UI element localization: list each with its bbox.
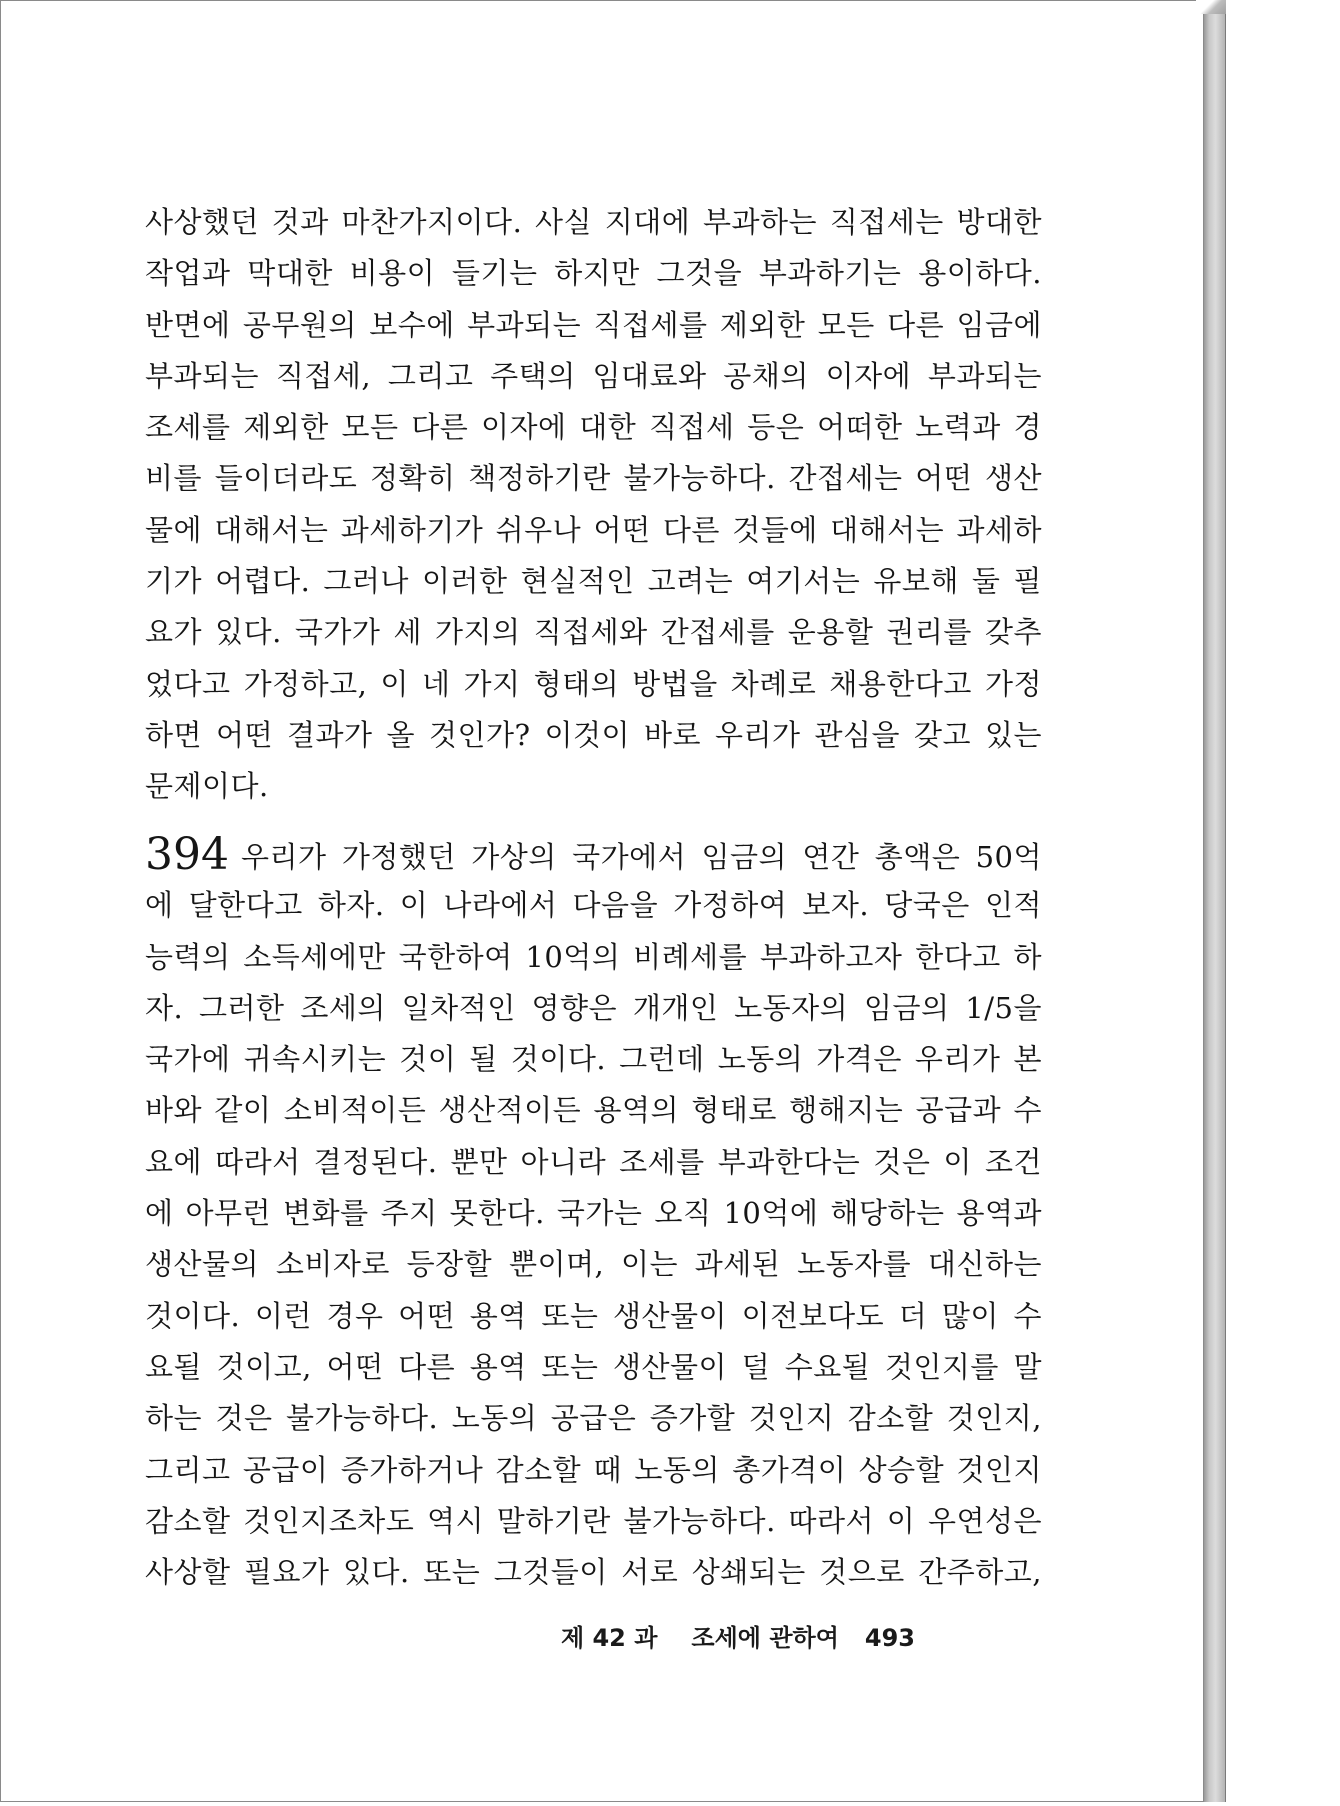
text-line: 반면에 공무원의 보수에 부과되는 직접세를 제외한 모든 다른 임금에 bbox=[145, 307, 1042, 342]
page-number: 493 bbox=[864, 1624, 915, 1652]
footer-title: 조세에 관하여 bbox=[691, 1624, 839, 1652]
page-corner-fold bbox=[1196, 0, 1226, 14]
text-line: 사상했던 것과 마찬가지이다. 사실 지대에 부과하는 직접세는 방대한 bbox=[145, 205, 1042, 239]
text-line: 비를 들이더라도 정확히 책정하기란 불가능하다. 간접세는 어떤 생산 bbox=[145, 461, 1042, 496]
text-line: 능력의 소득세에만 국한하여 10억의 비례세를 부과하고자 한다고 하 bbox=[145, 939, 1042, 974]
page-edge-shadow bbox=[1204, 6, 1226, 1802]
text-line: 하는 것은 불가능하다. 노동의 공급은 증가할 것인지 감소할 것인지, bbox=[145, 1401, 1042, 1436]
paragraph-394 bbox=[145, 829, 1042, 1598]
text-line bbox=[145, 829, 1042, 880]
text-line: 작업과 막대한 비용이 들기는 하지만 그것을 부과하기는 용이하다. bbox=[145, 256, 1042, 291]
text-line: 물에 대해서는 과세하기가 쉬우나 어떤 다른 것들에 대해서는 과세하 bbox=[145, 512, 1042, 547]
text-line: 기가 어렵다. 그러나 이러한 현실적인 고려는 여기서는 유보해 둘 필 bbox=[145, 564, 1042, 599]
text-line: 부과되는 직접세, 그리고 주택의 임대료와 공채의 이자에 부과되는 bbox=[145, 358, 1042, 393]
text-line: 요에 따라서 결정된다. 뿐만 아니라 조세를 부과한다는 것은 이 조건 bbox=[145, 1144, 1042, 1179]
text-line: 자. 그러한 조세의 일차적인 영향은 개개인 노동자의 임금의 1/5을 bbox=[145, 990, 1042, 1025]
footer-chapter: 제 42 과 bbox=[560, 1624, 658, 1652]
text-line: 사상할 필요가 있다. 또는 그것들이 서로 상쇄되는 것으로 간주하고, bbox=[145, 1555, 1042, 1590]
paragraph-continuation bbox=[145, 197, 1042, 813]
running-footer bbox=[561, 1622, 915, 1654]
text-line: 문제이다. bbox=[145, 769, 269, 804]
text-line: 에 달한다고 하자. 이 나라에서 다음을 가정하여 보자. 당국은 인적 bbox=[145, 888, 1042, 923]
text-line: 요가 있다. 국가가 세 가지의 직접세와 간접세를 운용할 권리를 갖추 bbox=[145, 615, 1042, 650]
text-line: 요될 것이고, 어떤 다른 용역 또는 생산물이 덜 수요될 것인지를 말 bbox=[145, 1349, 1042, 1384]
text-line: 그리고 공급이 증가하거나 감소할 때 노동의 총가격이 상승할 것인지 bbox=[145, 1452, 1042, 1487]
text-line-content: 우리가 가정했던 가상의 국가에서 임금의 연간 총액은 50억 bbox=[240, 840, 1042, 874]
text-line: 감소할 것인지조차도 역시 말하기란 불가능하다. 따라서 이 우연성은 bbox=[145, 1503, 1042, 1538]
text-line: 생산물의 소비자로 등장할 뿐이며, 이는 과세된 노동자를 대신하는 bbox=[145, 1247, 1042, 1282]
text-line: 바와 같이 소비적이든 생산적이든 용역의 형태로 행해지는 공급과 수 bbox=[145, 1093, 1042, 1128]
text-line: 었다고 가정하고, 이 네 가지 형태의 방법을 차례로 채용한다고 가정 bbox=[145, 666, 1042, 701]
text-line: 조세를 제외한 모든 다른 이자에 대한 직접세 등은 어떠한 노력과 경 bbox=[145, 410, 1042, 445]
text-line: 국가에 귀속시키는 것이 될 것이다. 그런데 노동의 가격은 우리가 본 bbox=[145, 1042, 1042, 1077]
text-line: 에 아무런 변화를 주지 못한다. 국가는 오직 10억에 해당하는 용역과 bbox=[145, 1196, 1042, 1231]
paragraph-number: 394 bbox=[145, 829, 229, 880]
text-line: 것이다. 이런 경우 어떤 용역 또는 생산물이 이전보다도 더 많이 수 bbox=[145, 1298, 1042, 1333]
text-line: 하면 어떤 결과가 올 것인가? 이것이 바로 우리가 관심을 갖고 있는 bbox=[145, 717, 1042, 752]
